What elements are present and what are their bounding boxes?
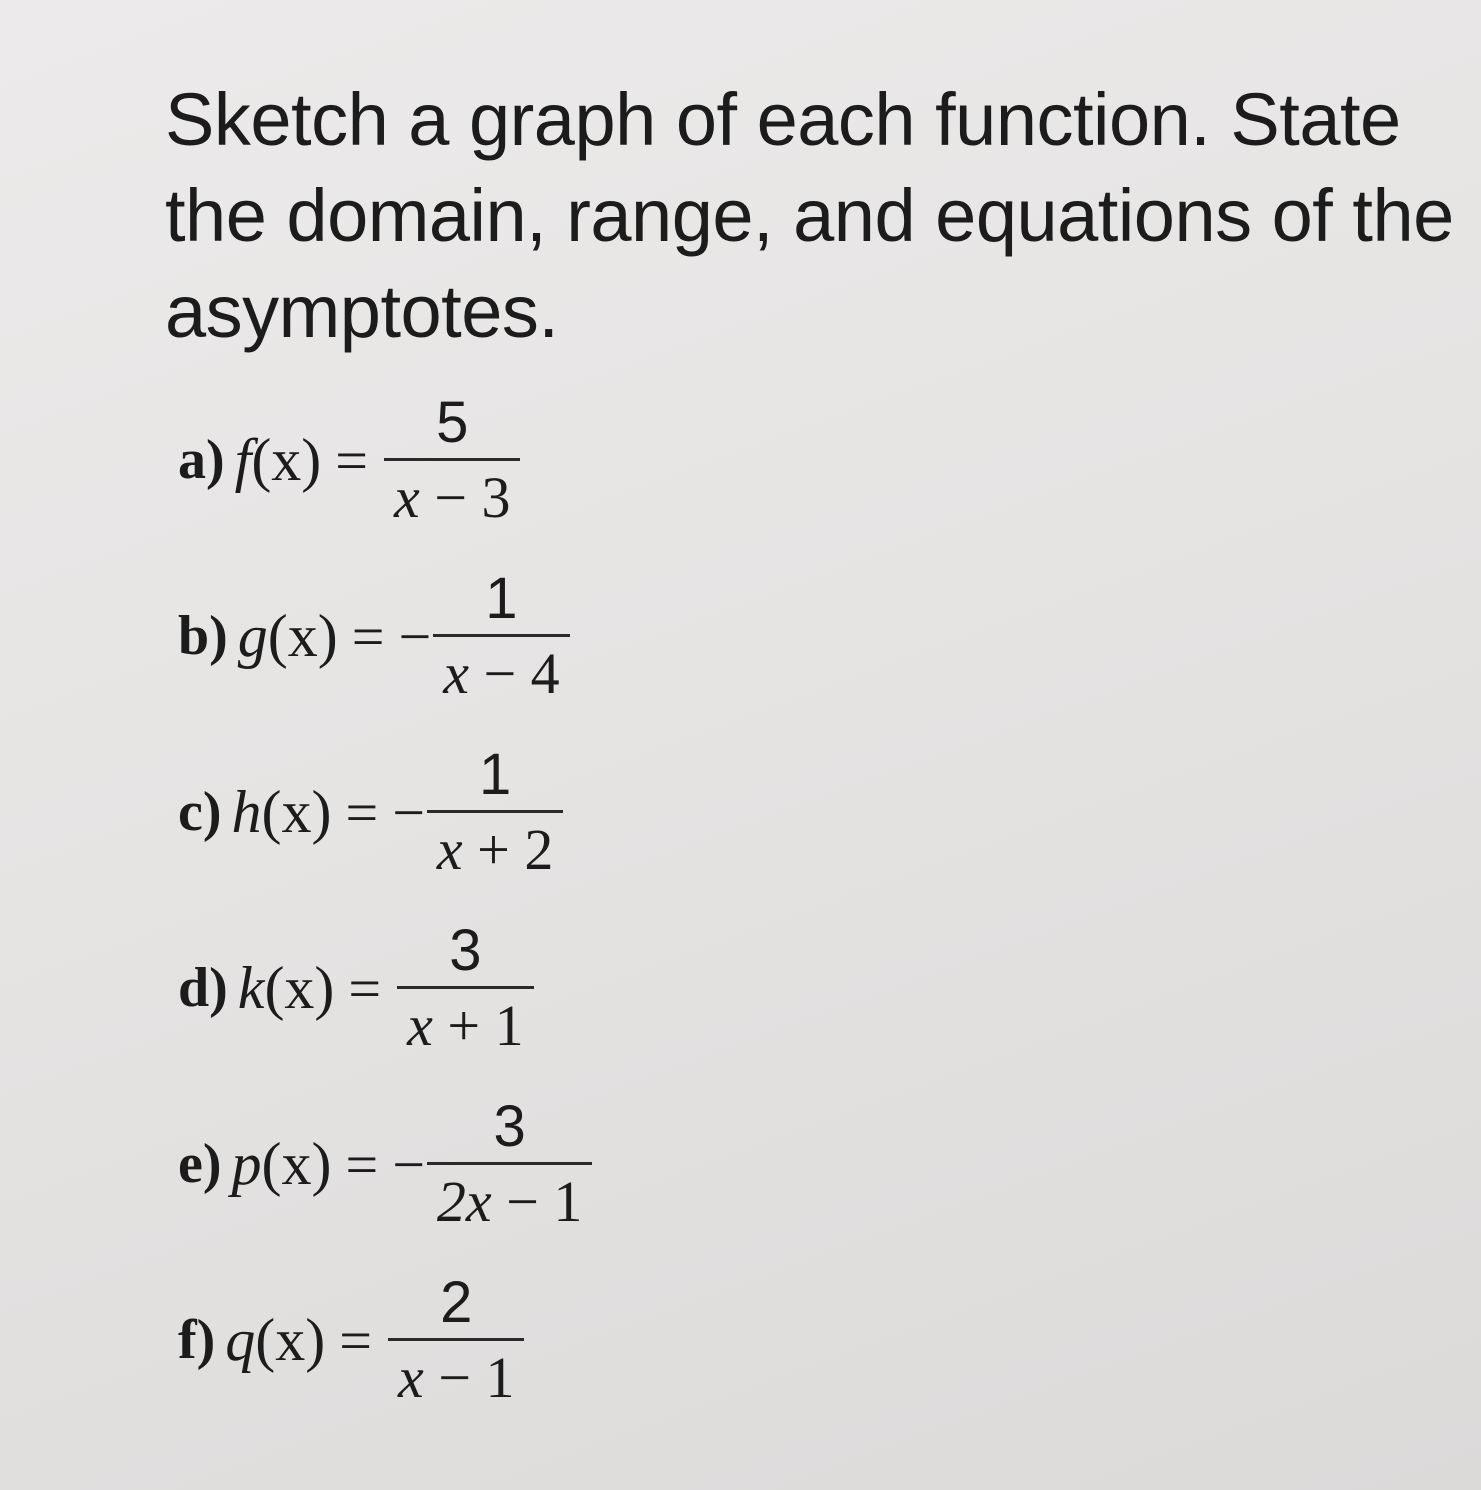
- fraction: [397, 917, 533, 1058]
- problem-a: [178, 389, 520, 530]
- equals-sign: =: [348, 955, 382, 1021]
- denominator: x + 2: [436, 816, 554, 882]
- problem-b: [178, 565, 570, 706]
- problem-label: e): [178, 1133, 222, 1195]
- instructions-text: [165, 72, 1454, 360]
- equals-sign: =: [345, 1131, 379, 1197]
- function-name: h(x): [231, 778, 332, 845]
- function-name: f(x): [234, 426, 322, 493]
- instructions-line-1: Sketch a graph of each function. State: [165, 78, 1401, 161]
- equals-sign: =: [335, 427, 369, 493]
- problem-d: [178, 917, 534, 1058]
- fraction: [427, 741, 563, 882]
- numerator: 3: [493, 1093, 526, 1159]
- fraction: [388, 1269, 524, 1410]
- function-name: p(x): [231, 1130, 332, 1197]
- fraction: [427, 1093, 592, 1234]
- problem-label: f): [178, 1309, 216, 1371]
- function-name: q(x): [225, 1306, 326, 1373]
- problem-c: [178, 741, 563, 882]
- numerator: 5: [436, 389, 469, 455]
- instructions-line-3: asymptotes.: [165, 270, 559, 353]
- numerator: 1: [479, 741, 512, 807]
- problem-e: [178, 1093, 592, 1234]
- problem-label: a): [178, 429, 225, 491]
- negative-sign: −: [398, 603, 432, 669]
- problem-f: [178, 1269, 524, 1410]
- negative-sign: −: [392, 1131, 425, 1197]
- problem-label: d): [178, 957, 228, 1019]
- problem-label: c): [178, 781, 222, 843]
- negative-sign: −: [392, 779, 425, 845]
- function-name: k(x): [237, 954, 335, 1021]
- denominator: 2x − 1: [436, 1168, 583, 1234]
- equals-sign: =: [351, 603, 385, 669]
- equals-sign: =: [339, 1307, 372, 1373]
- denominator: x − 3: [394, 464, 511, 530]
- denominator: x + 1: [407, 992, 524, 1058]
- equals-sign: =: [345, 779, 379, 845]
- numerator: 2: [440, 1269, 473, 1335]
- fraction: [433, 565, 569, 706]
- instructions-line-2: the domain, range, and equations of the: [165, 174, 1454, 257]
- function-name: g(x): [237, 602, 338, 669]
- fraction: [384, 389, 520, 530]
- numerator: 1: [485, 565, 518, 631]
- denominator: x − 4: [443, 640, 560, 706]
- problem-label: b): [178, 605, 228, 667]
- numerator: 3: [449, 917, 482, 983]
- denominator: x − 1: [397, 1344, 515, 1410]
